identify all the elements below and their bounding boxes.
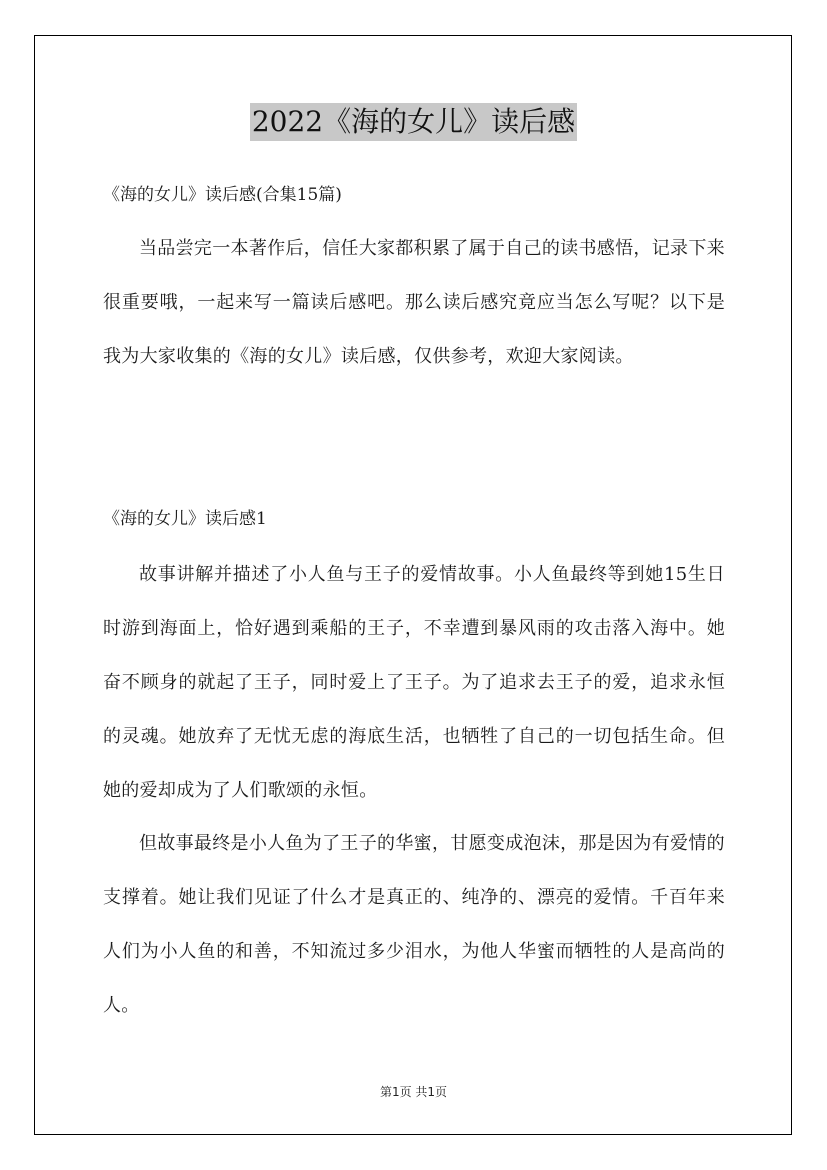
intro-paragraph: 当品尝完一本著作后，信任大家都积累了属于自己的读书感悟，记录下来很重要哦，一起来写一篇读后感吧。那么读后感究竟应当怎么写呢？以下是我为大家收集的《海的女儿》读后感，仅供参考，欢迎大家阅读。 (103, 238, 725, 367)
page-footer: 第1页 共1页 (379, 1085, 448, 1099)
title-container (0, 103, 827, 141)
body-paragraph-1: 故事讲解并描述了小人鱼与王子的爱情故事。小人鱼最终等到她15生日时游到海面上，恰好遇到乘船的王子，不幸遭到暴风雨的攻击落入海中。她奋不顾身的就起了王子，同时爱上了王子。为了追求去王子的爱，追求永恒的灵魂。她放弃了无忧无虑的海底生活，也牺牲了自己的一切包括生命。但她的爱却成为了人们歌颂的永恒。 (103, 564, 725, 801)
document-subtitle: 《海的女儿》读后感(合集15篇) (103, 185, 342, 205)
document-title: 2022《海的女儿》读后感 (250, 103, 577, 141)
section-title: 《海的女儿》读后感1 (103, 509, 267, 529)
body-paragraph-2: 但故事最终是小人鱼为了王子的华蜜，甘愿变成泡沫，那是因为有爱情的支撑着。她让我们见证了什么才是真正的、纯净的、漂亮的爱情。千百年来人们为小人鱼的和善，不知流过多少泪水，为他人华蜜而牺牲的人是高尚的人。 (103, 833, 725, 1016)
